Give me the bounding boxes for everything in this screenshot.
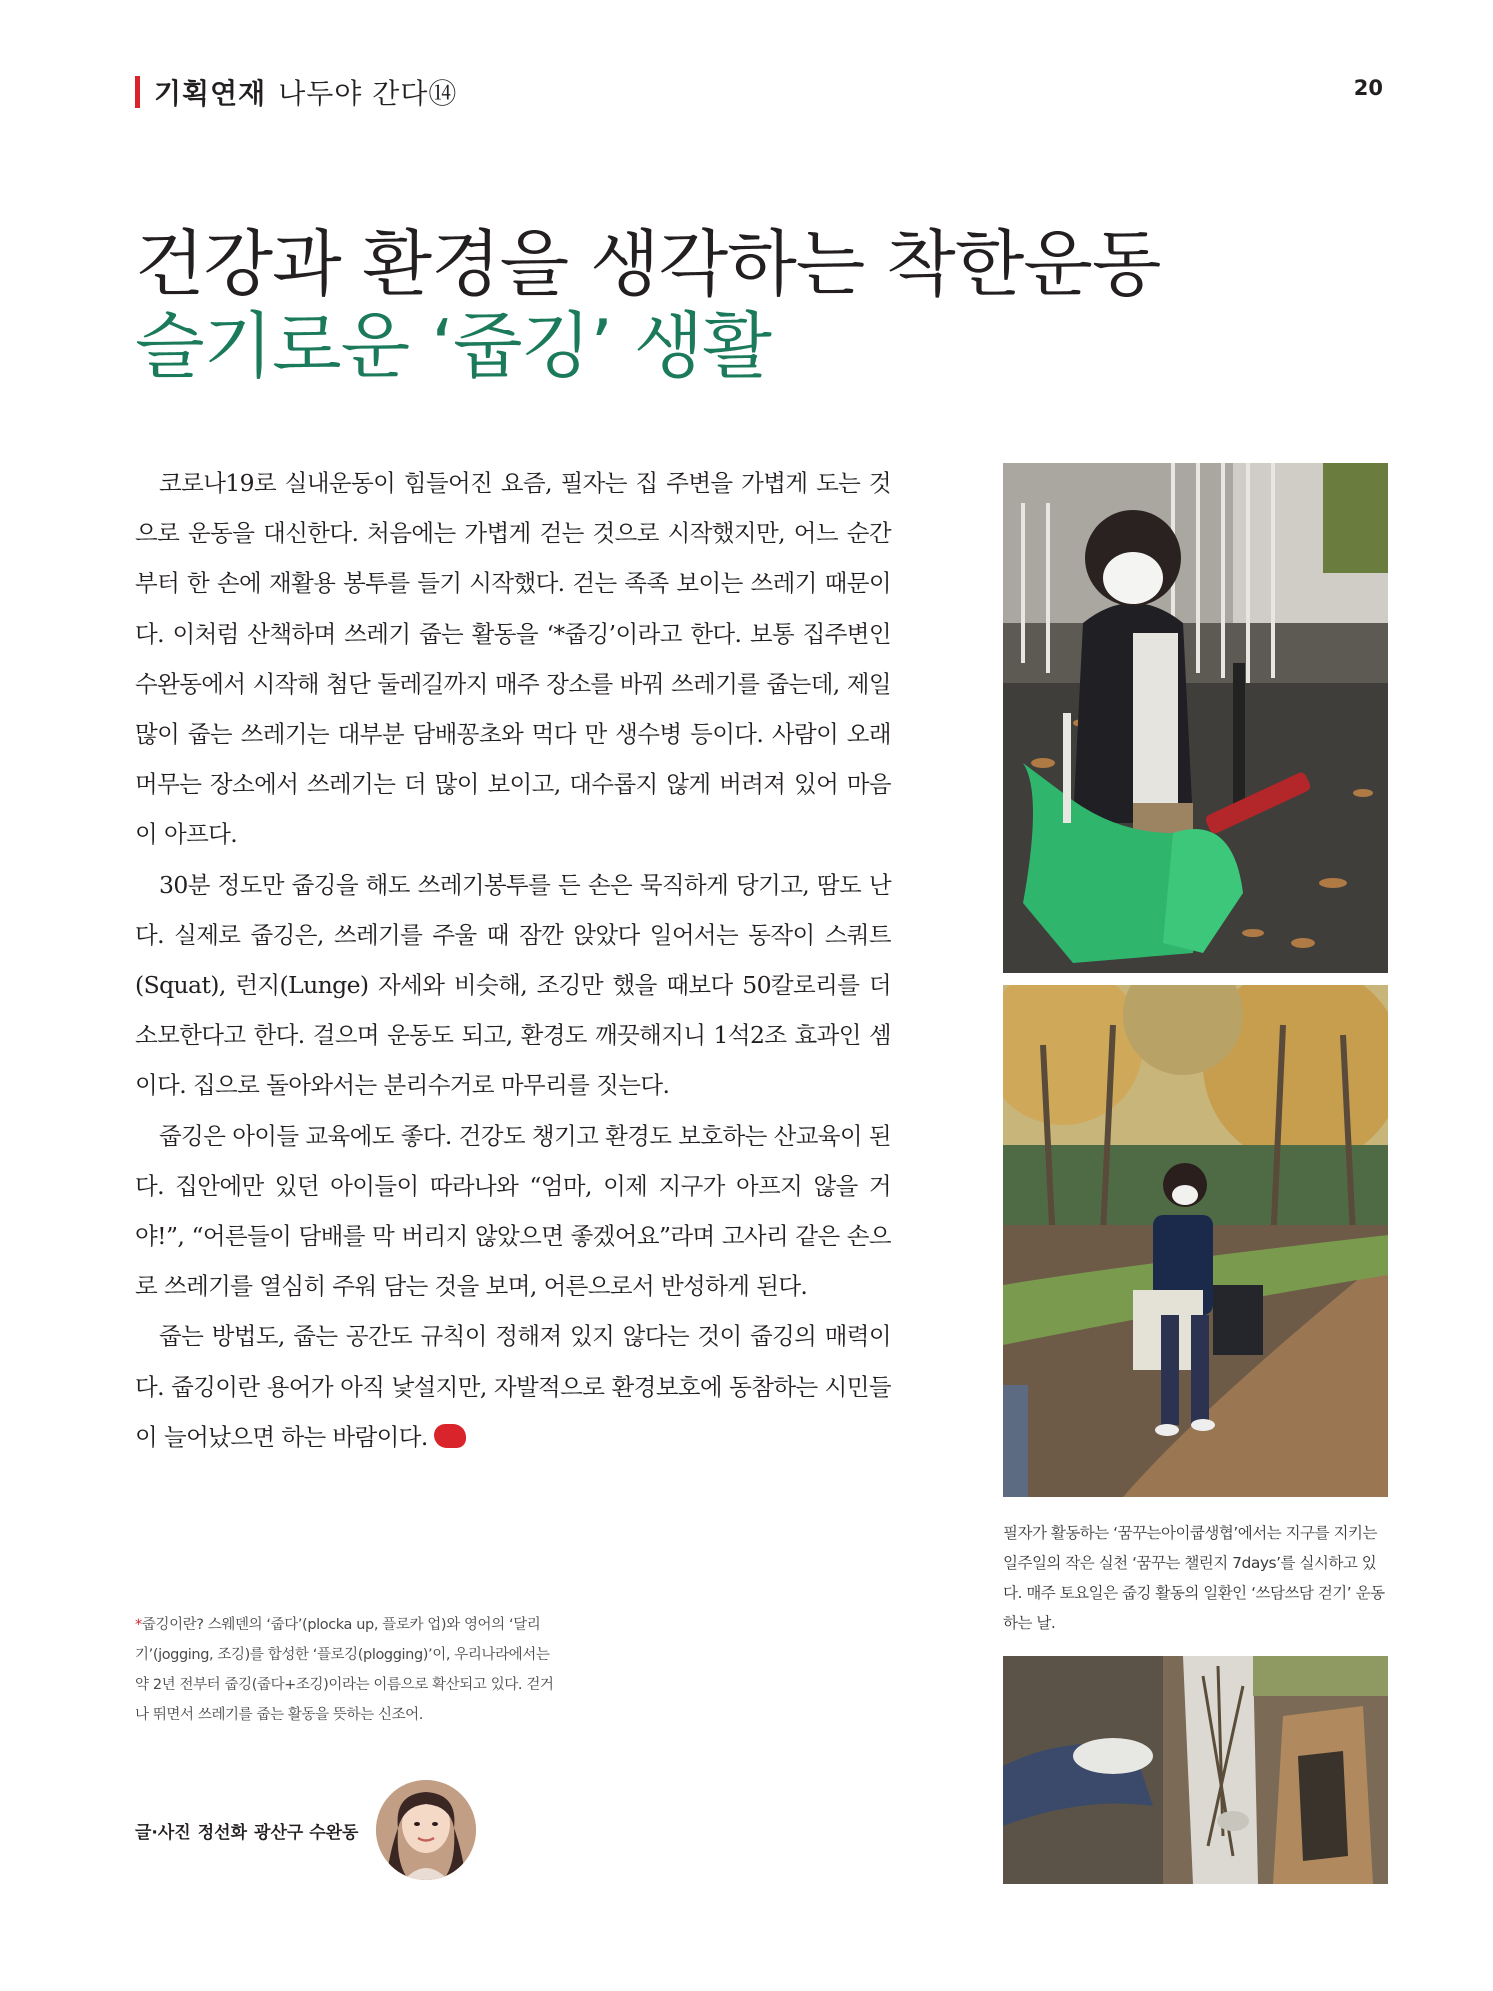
byline xyxy=(135,1818,365,1843)
body-paragraph: 코로나19로 실내운동이 힘들어진 요즘, 필자는 집 주변을 가볍게 도는 것으로 운동을 대신한다. 처음에는 가볍게 걷는 것으로 시작했지만, 어느 순간부터 한 손에 재활용 봉투를 들기 시작했다. 걷는 족족 보이는 쓰레기 때문이다. 이처럼 산책하며 쓰레기 줍는 활동을 ‘*줍깅’이라고 한다. 보통 집주변인 수완동에서 시작해 첨단 둘레길까지 매주 장소를 바꿔 쓰레기를 줍는데, 제일 많이 줍는 쓰레기는 대부분 담배꽁초와 먹다 만 생수병 등이다. 사람이 오래 머무는 장소에서 쓰레기는 더 많이 보이고, 대수롭지 않게 버려져 있어 마음이 아프다. xyxy=(135,469,891,849)
byline-location: 광산구 수완동 xyxy=(254,1823,359,1843)
body-paragraph: 줍깅은 아이들 교육에도 좋다. 건강도 챙기고 환경도 보호하는 산교육이 된다. 집안에만 있던 아이들이 따라나와 “엄마, 이제 지구가 아프지 않을 거야!”, “어른들이 담배를 막 버리지 않았으면 좋겠어요”라며 고사리 같은 손으로 쓰레기를 열심히 주워 담는 것을 보며, 어른으로서 반성하게 된다. xyxy=(135,1121,891,1301)
author-avatar xyxy=(376,1780,476,1880)
footnote xyxy=(135,1610,565,1730)
photo-child-picking-trash xyxy=(1003,463,1388,973)
photo-child-walking-park xyxy=(1003,985,1388,1497)
article-subtitle: 슬기로운 ‘줍깅’ 생활 xyxy=(135,304,771,388)
header-series-subtitle: 나두야 간다⑭ xyxy=(278,77,458,110)
photo-collected-trash xyxy=(1003,1656,1388,1884)
article-body xyxy=(135,458,891,1462)
byline-label: 글·사진 xyxy=(135,1823,191,1843)
page-number: 20 xyxy=(1353,76,1383,100)
footnote-star: * xyxy=(135,1617,142,1633)
end-mark-icon xyxy=(434,1424,466,1448)
body-paragraph: 30분 정도만 줍깅을 해도 쓰레기봉투를 든 손은 묵직하게 당기고, 땀도 난다. 실제로 줍깅은, 쓰레기를 주울 때 잠깐 앉았다 일어서는 동작이 스쿼트(Squat), 런지(Lunge) 자세와 비슷해, 조깅만 했을 때보다 50칼로리를 더 소모한다고 한다. 걸으며 운동도 되고, 환경도 깨끗해지니 1석2조 효과인 셈이다. 집으로 돌아와서는 분리수거로 마무리를 짓는다. xyxy=(135,870,891,1100)
article-title: 건강과 환경을 생각하는 착한운동 xyxy=(135,222,1161,306)
photo-caption: 필자가 활동하는 ‘꿈꾸는아이쿱생협’에서는 지구를 지키는 일주일의 작은 실천 ‘꿈꾸는 챌린지 7days’를 실시하고 있다. 매주 토요일은 줍깅 활동의 일환인 ‘쓰담쓰담 걷기’ 운동 하는 날. xyxy=(1003,1524,1385,1632)
header-series-label: 기획연재 xyxy=(154,77,267,110)
byline-author: 정선화 xyxy=(197,1823,248,1843)
body-paragraph-text: 줍는 방법도, 줍는 공간도 규칙이 정해져 있지 않다는 것이 줍깅의 매력이다. 줍깅이란 용어가 아직 낯설지만, 자발적으로 환경보호에 동참하는 시민들이 늘어났으면 하는 바람이다. xyxy=(135,1322,891,1451)
section-header xyxy=(135,72,457,112)
footnote-text: 줍깅이란? 스웨덴의 ‘줍다’(plocka up, 플로카 업)와 영어의 ‘달리기’(jogging, 조깅)를 합성한 ‘플로깅(plogging)’이, 우리나라에서는 약 2년 전부터 줍깅(줍다+조깅)이라는 이름으로 확산되고 있다. 걷거나 뛰면서 쓰레기를 줍는 활동을 뜻하는 신조어. xyxy=(135,1617,554,1723)
body-paragraph xyxy=(135,1311,891,1462)
header-accent-bar xyxy=(135,76,140,108)
